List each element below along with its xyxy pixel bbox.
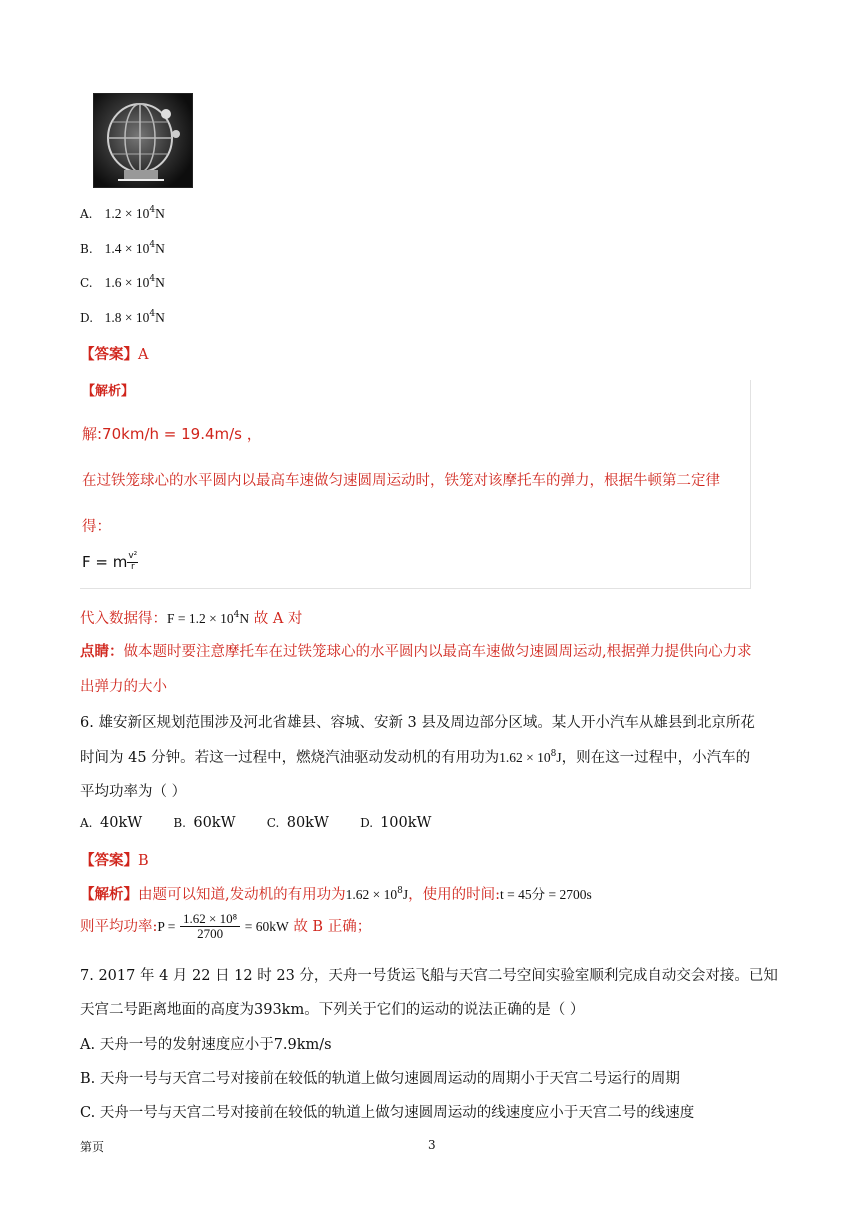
q6-option-c: C. 80kW [266,815,329,831]
q7-option-b: B. 天舟一号与天宫二号对接前在较低的轨道上做匀速圆周运动的周期小于天宫二号运行的周期 [80,1071,680,1087]
q5-option-d: D. $1.8 \times 10^4N$ [80,309,165,325]
q6-option-d: D. 100kW [360,815,432,831]
q6-option-b: B. 60kW [173,815,236,831]
q5-option-a: A. $1.2 \times 10^4N$ [80,205,165,221]
q6-line1: 6. 雄安新区规划范围涉及河北省雄县、容城、安新 3 县及周边部分区域。某人开小汽车从雄县到北京所花 [80,715,755,731]
q7-line2: 天宫二号距离地面的高度为393km。下列关于它们的运动的说法正确的是（ ） [80,1002,585,1018]
q5-tip-line2: 出弹力的大小 [80,679,167,695]
q6-line2: 时间为 45 分钟。若这一过程中，燃烧汽油驱动发动机的有用功为$1.62 \times 10^8J$，则在这一过程中，小汽车的 [80,749,751,766]
q6-options [80,815,431,831]
q5-option-c: C. $1.6 \times 10^4N$ [80,274,165,290]
q6-option-a: A. 40kW [80,815,143,831]
q6-analysis: 【解析】由题可以知道,发动机的有用功为$1.62 \times 10^8J$，使用的时间:t = 45分 = 2700s [80,886,592,903]
q5-analysis-line3: 得： [82,519,111,535]
q5-formula: F = m $\frac{\text{v²}}{r}$ [82,551,138,572]
q5-substitution: 代入数据得：$F = 1.2 \times 10^4N$ 故 A 对 [80,610,303,627]
q7-line1: 7. 2017 年 4 月 22 日 12 时 23 分，天舟一号货运飞船与天宫二号空间实验室顺利完成自动交会对接。已知 [80,968,778,984]
formula-fraction: $\frac{\text{v²}}{r}$ [128,551,138,572]
motorcycle-cage-photo [93,93,193,188]
footer-left: 第页 [80,1140,105,1154]
power-fraction: $\frac{\text{1.62 × 10⁸}}{2700}$ [180,912,240,942]
q6-power: 则平均功率:P = $\frac{\text{1.62 × 10⁸}}{2700}$ = 60kW 故 B 正确； [80,911,372,942]
q6-line3: 平均功率为（ ） [80,784,187,800]
page-number: 3 [428,1138,436,1152]
q7-option-c: C. 天舟一号与天宫二号对接前在较低的轨道上做匀速圆周运动的线速度应小于天宫二号的线速度 [80,1105,695,1121]
q5-analysis-line2: 在过铁笼球心的水平圆内以最高车速做匀速圆周运动时，铁笼对该摩托车的弹力，根据牛顿第二定律 [82,473,720,489]
q5-answer: 【答案】A [80,346,149,363]
q5-option-b: B. $1.4 \times 10^4N$ [80,240,165,256]
q5-tip-line1: 点睛：做本题时要注意摩托车在过铁笼球心的水平圆内以最高车速做匀速圆周运动,根据弹力提供向心力求 [80,643,752,660]
q5-analysis-line1: 解:70km/h = 19.4m/s ， [82,425,262,443]
q6-answer: 【答案】B [80,852,149,869]
q7-option-a: A. 天舟一号的发射速度应小于7.9km/s [80,1037,332,1053]
q5-analysis-tag: 【解析】 [82,384,135,399]
